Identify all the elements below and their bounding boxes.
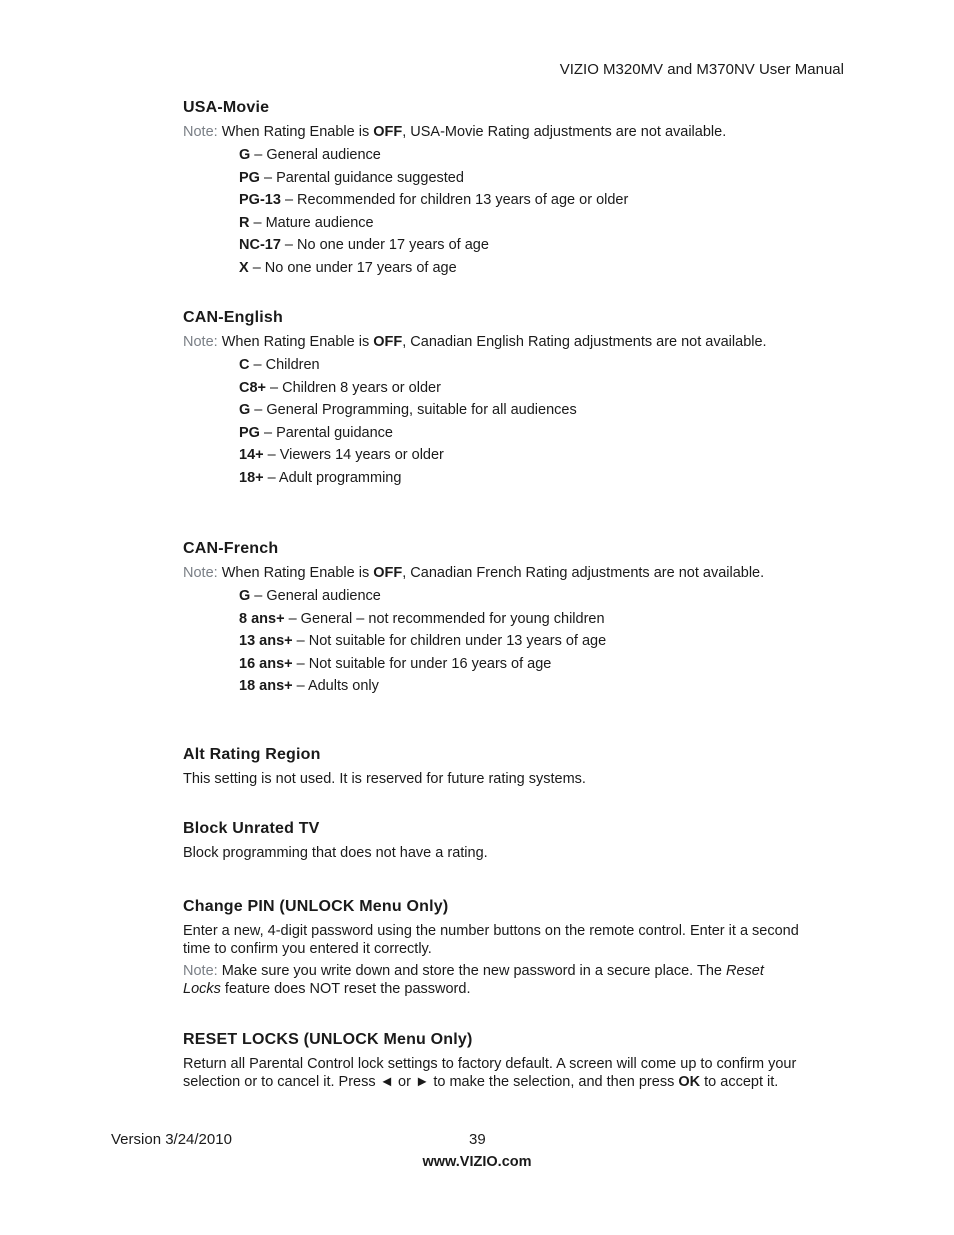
section-usa-movie [183,99,803,282]
note-label: Note: [183,124,218,140]
list-item: NC-17 – No one under 17 years of age [239,237,489,254]
list-item: 14+ – Viewers 14 years or older [239,447,444,464]
list-item: C – Children [239,357,320,373]
section-heading: USA-Movie [183,99,270,116]
list-item: C8+ – Children 8 years or older [239,379,441,396]
website-url: www.VIZIO.com [422,1154,532,1170]
rating-list [239,356,803,487]
section-heading: Block Unrated TV [183,820,320,837]
note-label: Note: [183,963,218,979]
page-number: 39 [469,1131,486,1148]
rating-list [239,587,803,695]
note-label: Note: [183,334,218,350]
list-item: G – General audience [239,588,381,604]
list-item: PG-13 – Recommended for children 13 years of age or older [239,192,629,209]
rating-list [239,146,803,277]
section-alt-rating-region [183,746,803,792]
list-item: 18+ – Adult programming [239,469,402,486]
list-item: PG – Parental guidance [239,424,393,441]
note-paragraph: Note: When Rating Enable is OFF, Canadian French Rating adjustments are not available. [183,565,765,581]
list-item: 16 ans+ – Not suitable for under 16 years of age [239,655,552,672]
section-reset-locks [183,1031,803,1095]
body-paragraph: Enter a new, 4-digit password using the number buttons on the remote control. Enter it a second time to confirm you entered it correctly. [183,923,799,957]
body-paragraph: Return all Parental Control lock settings to factory default. A screen will come up to confirm your selection or to cancel it. Press ◄ or ► to make the selection, and then press OK to accept it. [183,1056,797,1090]
list-item: 8 ans+ – General – not recommended for young children [239,610,605,627]
section-heading: CAN-French [183,540,279,557]
note-paragraph: Note: When Rating Enable is OFF, Canadian English Rating adjustments are not available. [183,334,767,350]
note-label: Note: [183,565,218,581]
version-label: Version 3/24/2010 [111,1131,232,1148]
list-item: G – General Programming, suitable for all audiences [239,402,577,419]
section-can-french [183,540,803,700]
list-item: X – No one under 17 years of age [239,259,457,276]
section-heading: Alt Rating Region [183,746,321,763]
list-item: 13 ans+ – Not suitable for children under 13 years of age [239,633,607,650]
section-change-pin [183,898,803,1002]
section-heading: Change PIN (UNLOCK Menu Only) [183,898,449,915]
section-block-unrated-tv [183,820,803,866]
list-item: 18 ans+ – Adults only [239,678,379,695]
note-paragraph: Note: Make sure you write down and store the new password in a secure place. The Reset Locks feature does NOT reset the password. [183,963,764,997]
body-paragraph: Block programming that does not have a rating. [183,845,488,861]
body-paragraph: This setting is not used. It is reserved for future rating systems. [183,771,586,787]
list-item: PG – Parental guidance suggested [239,169,464,186]
note-paragraph: Note: When Rating Enable is OFF, USA-Movie Rating adjustments are not available. [183,124,727,140]
section-heading: RESET LOCKS (UNLOCK Menu Only) [183,1031,473,1048]
section-heading: CAN-English [183,309,283,326]
page-header: VIZIO M320MV and M370NV User Manual [559,61,844,78]
section-can-english [183,309,803,492]
list-item: G – General audience [239,147,381,163]
list-item: R – Mature audience [239,214,374,231]
